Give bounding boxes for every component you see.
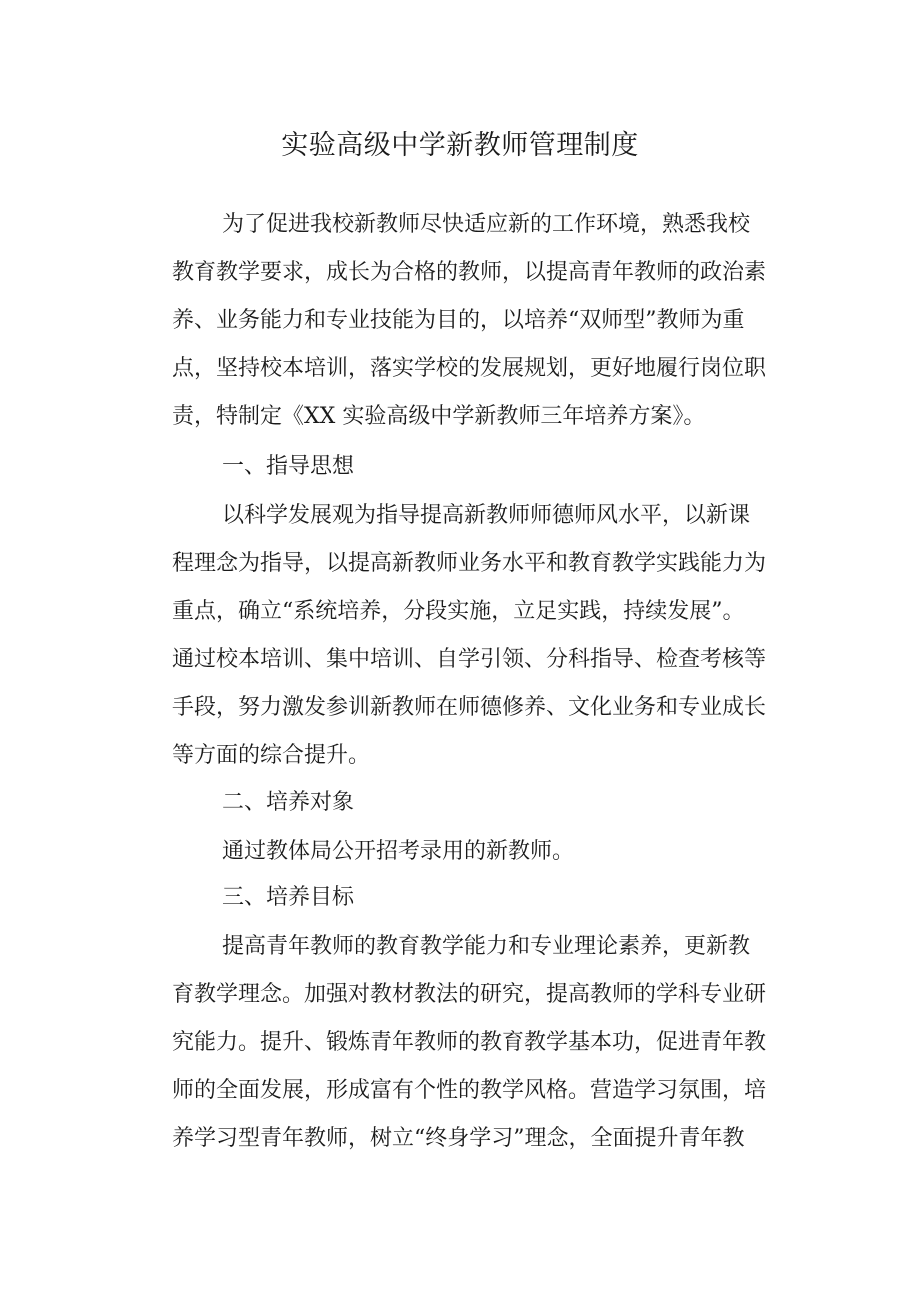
paragraph-line: 等方面的综合提升。 bbox=[172, 743, 371, 768]
paragraph-line: 提高青年教师的教育教学能力和专业理论素养，更新教 bbox=[222, 934, 751, 959]
document-title: 实验高级中学新教师管理制度 bbox=[281, 130, 639, 161]
paragraph-line: 究能力。提升、锻炼青年教师的教育教学基本功，促进青年教 bbox=[172, 1030, 767, 1055]
paragraph-line: 通过教体局公开招考录用的新教师。 bbox=[222, 839, 575, 864]
paragraph-line: 教育教学要求，成长为合格的教师，以提高青年教师的政治素 bbox=[172, 260, 767, 285]
section-heading: 一、指导思想 bbox=[222, 454, 355, 479]
paragraph-line: 育教学理念。加强对教材教法的研究，提高教师的学科专业研 bbox=[172, 982, 767, 1007]
paragraph-line: 以科学发展观为指导提高新教师师德师风水平，以新课 bbox=[222, 503, 751, 528]
paragraph-line: 手段，努力激发参训新教师在师德修养、文化业务和专业成长 bbox=[172, 695, 767, 720]
paragraph-line: 养、业务能力和专业技能为目的，以培养“双师型”教师为重 bbox=[172, 308, 745, 333]
section-heading: 二、培养对象 bbox=[222, 790, 355, 815]
section-heading: 三、培养目标 bbox=[222, 885, 355, 910]
paragraph-line: 为了促进我校新教师尽快适应新的工作环境，熟悉我校 bbox=[222, 212, 751, 237]
paragraph-line: 责，特制定《XX 实验高级中学新教师三年培养方案》。 bbox=[172, 404, 706, 429]
paragraph-line: 师的全面发展，形成富有个性的教学风格。营造学习氛围，培 bbox=[172, 1078, 767, 1103]
paragraph-line: 程理念为指导，以提高新教师业务水平和教育教学实践能力为 bbox=[172, 551, 767, 576]
paragraph-line: 通过校本培训、集中培训、自学引领、分科指导、检查考核等 bbox=[172, 647, 767, 672]
paragraph-line: 点，坚持校本培训，落实学校的发展规划，更好地履行岗位职 bbox=[172, 356, 767, 381]
paragraph-line: 养学习型青年教师，树立“终身学习”理念，全面提升青年教 bbox=[172, 1126, 745, 1151]
paragraph-line: 重点，确立“系统培养，分段实施，立足实践，持续发展”。 bbox=[172, 599, 745, 624]
